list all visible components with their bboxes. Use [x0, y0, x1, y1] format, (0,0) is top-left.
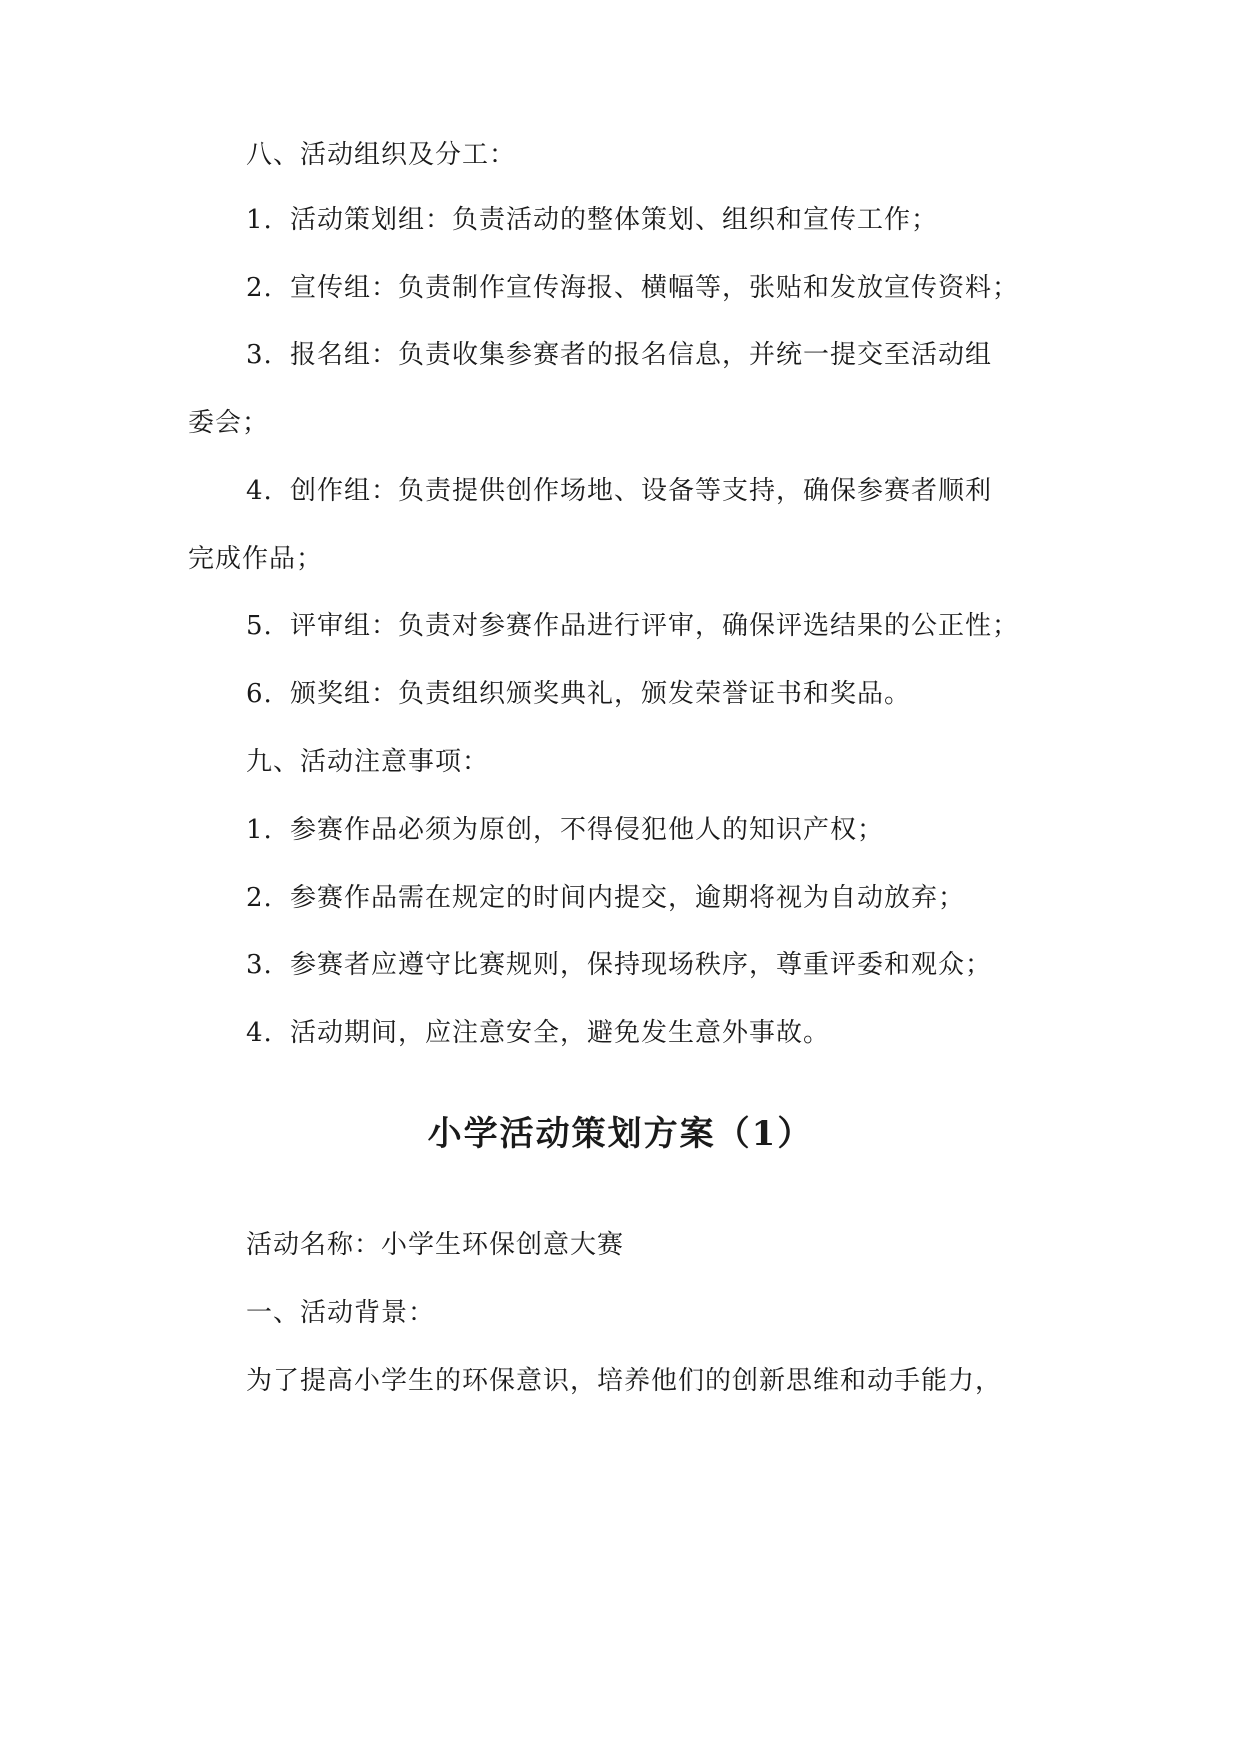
list-item-number: 6. — [246, 679, 273, 709]
list-item-text: 评审组：负责对参赛作品进行评审，确保评选结果的公正性； — [290, 611, 1020, 641]
list-item-number: 2. — [246, 273, 273, 303]
list-item-text: 颁奖组：负责组织颁奖典礼，颁发荣誉证书和奖品。 — [290, 679, 912, 709]
list-item-continuation: 委会； — [188, 408, 270, 438]
document-title: 小学活动策划方案（1） — [427, 1114, 814, 1154]
list-item-number: 4. — [246, 476, 273, 506]
list-item-number: 1. — [246, 815, 273, 845]
list-item — [246, 812, 884, 848]
list-item-number: 3. — [246, 950, 273, 980]
list-item-number: 2. — [246, 883, 273, 913]
list-item — [246, 947, 992, 983]
section-1-body: 为了提高小学生的环保意识，培养他们的创新思维和动手能力， — [246, 1366, 1003, 1396]
list-item — [246, 270, 1019, 306]
list-item — [246, 473, 992, 509]
list-item-text: 创作组：负责提供创作场地、设备等支持，确保参赛者顺利 — [290, 476, 993, 506]
list-item-text: 报名组：负责收集参赛者的报名信息，并统一提交至活动组 — [290, 340, 993, 370]
list-item-number: 3. — [246, 340, 273, 370]
list-item-text: 参赛作品必须为原创，不得侵犯他人的知识产权； — [290, 815, 885, 845]
list-item — [246, 676, 911, 712]
list-item-text: 参赛作品需在规定的时间内提交，逾期将视为自动放弃； — [290, 883, 966, 913]
list-item — [246, 880, 965, 916]
list-item-text: 活动策划组：负责活动的整体策划、组织和宣传工作； — [290, 205, 939, 235]
section-1-heading: 一、活动背景： — [246, 1298, 436, 1328]
list-item-number: 1. — [246, 205, 273, 235]
list-item — [246, 337, 992, 373]
list-item — [246, 202, 938, 238]
section-9-heading: 九、活动注意事项： — [246, 747, 490, 777]
list-item — [246, 608, 1019, 644]
list-item-continuation: 完成作品； — [188, 544, 324, 574]
list-item-text: 宣传组：负责制作宣传海报、横幅等，张贴和发放宣传资料； — [290, 273, 1020, 303]
list-item-text: 参赛者应遵守比赛规则，保持现场秩序，尊重评委和观众； — [290, 950, 993, 980]
list-item — [246, 1015, 830, 1051]
activity-name: 活动名称：小学生环保创意大赛 — [246, 1230, 625, 1260]
list-item-number: 4. — [246, 1018, 273, 1048]
list-item-number: 5. — [246, 611, 273, 641]
section-8-heading: 八、活动组织及分工： — [246, 140, 517, 170]
list-item-text: 活动期间，应注意安全，避免发生意外事故。 — [290, 1018, 831, 1048]
